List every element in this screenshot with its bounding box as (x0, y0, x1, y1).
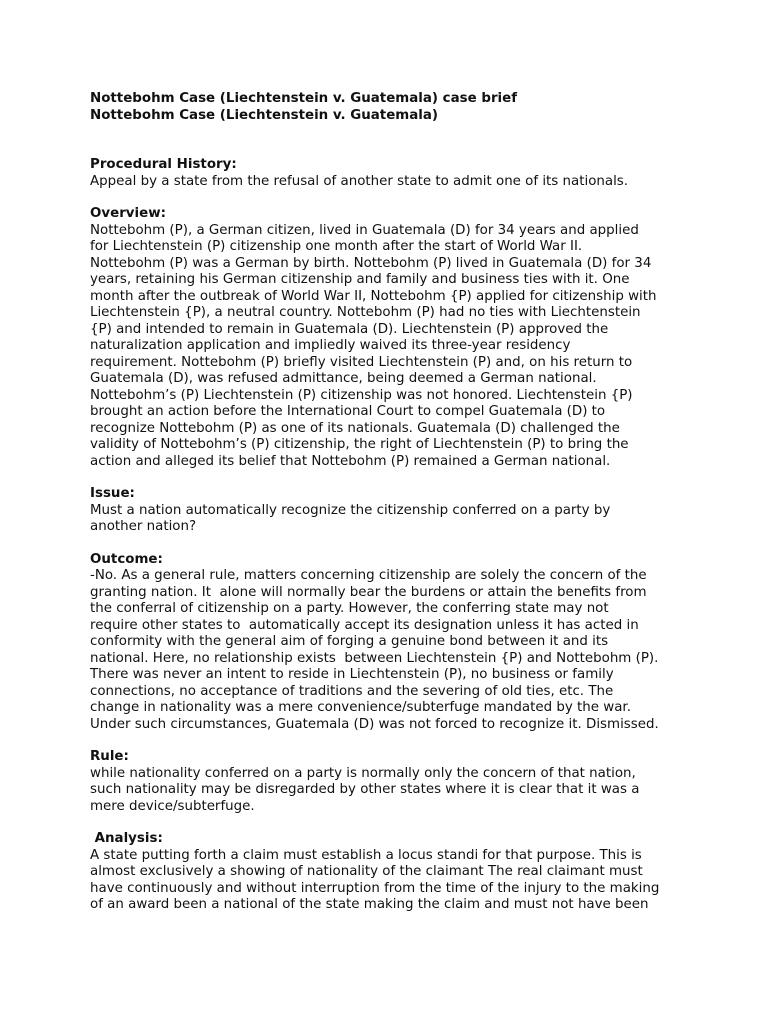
section-issue (90, 486, 680, 536)
body-line: almost exclusively a showing of nationality of the claimant The real claimant must (90, 864, 643, 879)
section-heading: Rule: (90, 749, 129, 764)
section-analysis (90, 831, 680, 914)
body-line: conformity with the general aim of forging a genuine bond between it and its (90, 634, 609, 649)
body-line: while nationality conferred on a party is normally only the concern of that nation, (90, 765, 636, 781)
body-line: Must a nation automatically recognize the citizenship conferred on a party by (90, 502, 611, 518)
body-line: {P) and intended to remain in Guatemala (D). Liechtenstein (P) approved the (90, 321, 609, 337)
section-body (90, 848, 680, 914)
body-line: brought an action before the International Court to compel Guatemala (D) to (90, 404, 606, 419)
section-heading: Overview: (90, 206, 166, 221)
body-line: change in nationality was a mere convenience/subterfuge mandated by the war. (90, 700, 631, 715)
body-line: years, retaining his German citizenship and family and business ties with it. One (90, 272, 630, 287)
body-line: action and alleged its belief that Nottebohm (P) remained a German national. (90, 453, 611, 469)
body-line: A state putting forth a claim must establish a locus standi for that purpose. This is (90, 847, 642, 863)
title-line: Nottebohm Case (Liechtenstein v. Guatemala) (90, 107, 439, 123)
body-line: recognize Nottebohm (P) as one of its nationals. Guatemala (D) challenged the (90, 420, 620, 436)
body-line: Guatemala (D), was refused admittance, being deemed a German national. (90, 371, 597, 386)
body-line: the conferral of citizenship on a party. However, the conferring state may not (90, 601, 609, 616)
body-line: such nationality may be disregarded by other states where it is clear that it was a (90, 782, 640, 797)
body-line: Nottebohm (P), a German citizen, lived in Guatemala (D) for 34 years and applied (90, 222, 639, 238)
section-heading: Issue: (90, 486, 135, 501)
section-body (90, 568, 680, 733)
body-line: Under such circumstances, Guatemala (D) was not forced to recognize it. Dismissed. (90, 716, 659, 732)
body-line: Nottebohm (P) was a German by birth. Nottebohm (P) lived in Guatemala (D) for 34 (90, 255, 652, 271)
body-line: another nation? (90, 519, 197, 534)
body-line: There was never an intent to reside in Liechtenstein (P), no business or family (90, 667, 614, 682)
body-line: connections, no acceptance of traditions and the severing of old ties, etc. The (90, 683, 614, 699)
body-line: requirement. Nottebohm (P) briefly visited Liechtenstein (P) and, on his return to (90, 354, 633, 370)
section-overview (90, 206, 680, 470)
document-title (90, 91, 680, 124)
body-line: have continuously and without interruption from the time of the injury to the making (90, 880, 660, 896)
body-line: for Liechtenstein (P) citizenship one month after the start of World War II. (90, 239, 583, 254)
section-body (90, 766, 680, 816)
body-line: Nottebohm’s (P) Liechtenstein (P) citizenship was not honored. Liechtenstein {P) (90, 387, 633, 403)
body-line: month after the outbreak of World War II, Nottebohm {P) applied for citizenship with (90, 288, 657, 304)
section-body (90, 223, 680, 471)
section-heading: Analysis: (90, 831, 163, 846)
body-line: national. Here, no relationship exists between Liechtenstein {P) and Nottebohm (P). (90, 650, 659, 666)
body-line: -No. As a general rule, matters concerning citizenship are solely the concern of the (90, 568, 647, 583)
body-line: granting nation. It alone will normally bear the burdens or attain the benefits from (90, 584, 647, 600)
section-heading: Outcome: (90, 551, 163, 567)
section-procedural-history (90, 157, 680, 190)
body-line: naturalization application and impliedly waived its three-year residency (90, 338, 571, 353)
body-line: mere device/subterfuge. (90, 798, 255, 814)
body-line: of an award been a national of the state making the claim and must not have been (90, 897, 649, 912)
body-line: require other states to automatically accept its designation unless it has acted in (90, 617, 639, 633)
body-line: Liechtenstein {P), a neutral country. Nottebohm (P) had no ties with Liechtenstein (90, 305, 641, 320)
body-line: Appeal by a state from the refusal of another state to admit one of its nationals. (90, 173, 629, 189)
section-body (90, 503, 680, 536)
section-outcome (90, 552, 680, 734)
document-page (90, 91, 680, 914)
section-heading: Procedural History: (90, 157, 237, 172)
section-body (90, 174, 680, 191)
title-line: Nottebohm Case (Liechtenstein v. Guatemala) case brief (90, 91, 518, 106)
body-line: validity of Nottebohm’s (P) citizenship, the right of Liechtenstein (P) to bring the (90, 437, 629, 452)
section-rule (90, 749, 680, 815)
